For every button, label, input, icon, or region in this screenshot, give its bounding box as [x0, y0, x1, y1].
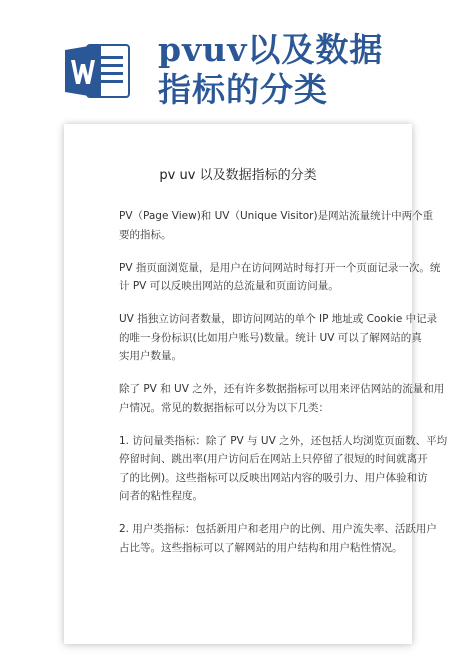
banner-title-line: 指标的分类 [158, 70, 328, 109]
paragraph-traffic-metrics [119, 432, 448, 506]
text-line: 1. 访问量类指标：除了 PV 与 UV 之外，还包括人均浏览页面数、平均 [119, 434, 448, 447]
paragraph-uv-definition [119, 310, 438, 366]
text-line: PV 指页面浏览量，是用户在访问网站时每打开一个页面记录一次。统 [119, 261, 441, 274]
text-line: 的唯一身份标识(比如用户账号)数量。统计 UV 可以了解网站的真 [119, 331, 422, 344]
banner-title-line: pvuv以及数据 [158, 30, 384, 69]
paragraph-other-metrics [119, 380, 445, 417]
text-line: PV（Page View)和 UV（Unique Visitor)是网站流量统计中两个重 [119, 210, 434, 222]
text-line: 计 PV 可以反映出网站的总流量和页面访问量。 [119, 280, 339, 292]
text-line: 要的指标。 [119, 228, 172, 241]
text-line: 除了 PV 和 UV 之外，还有许多数据指标可以用来评估网站的流量和用 [119, 383, 445, 395]
text-line: UV 指独立访问者数量，即访问网站的单个 IP 地址或 Cookie 中记录 [119, 313, 438, 325]
paragraph-user-metrics [119, 520, 437, 557]
document-title: pv uv 以及数据指标的分类 [159, 168, 317, 183]
document-page [64, 124, 448, 644]
text-line: 2. 用户类指标：包括新用户和老用户的比例、用户流失率、活跃用户 [119, 523, 437, 535]
document-body [119, 207, 448, 572]
text-line: 实用户数量。 [119, 350, 182, 362]
banner-title [158, 30, 458, 110]
header-banner [0, 0, 474, 118]
text-line: 户情况。常见的数据指标可以分为以下几类： [119, 401, 329, 414]
paragraph-pv-definition [119, 259, 441, 296]
text-line: 占比等。这些指标可以了解网站的用户结构和用户粘性情况。 [119, 541, 403, 554]
paragraph-pv-uv-intro [119, 207, 434, 244]
text-line: 停留时间、跳出率(用户访问后在网站上只停留了很短的时间就离开 [119, 453, 428, 465]
word-doc-icon [65, 42, 131, 100]
text-line: 了的比例)。这些指标可以反映出网站内容的吸引力、用户体验和访 [119, 471, 428, 484]
text-line: 问者的粘性程度。 [119, 490, 203, 502]
